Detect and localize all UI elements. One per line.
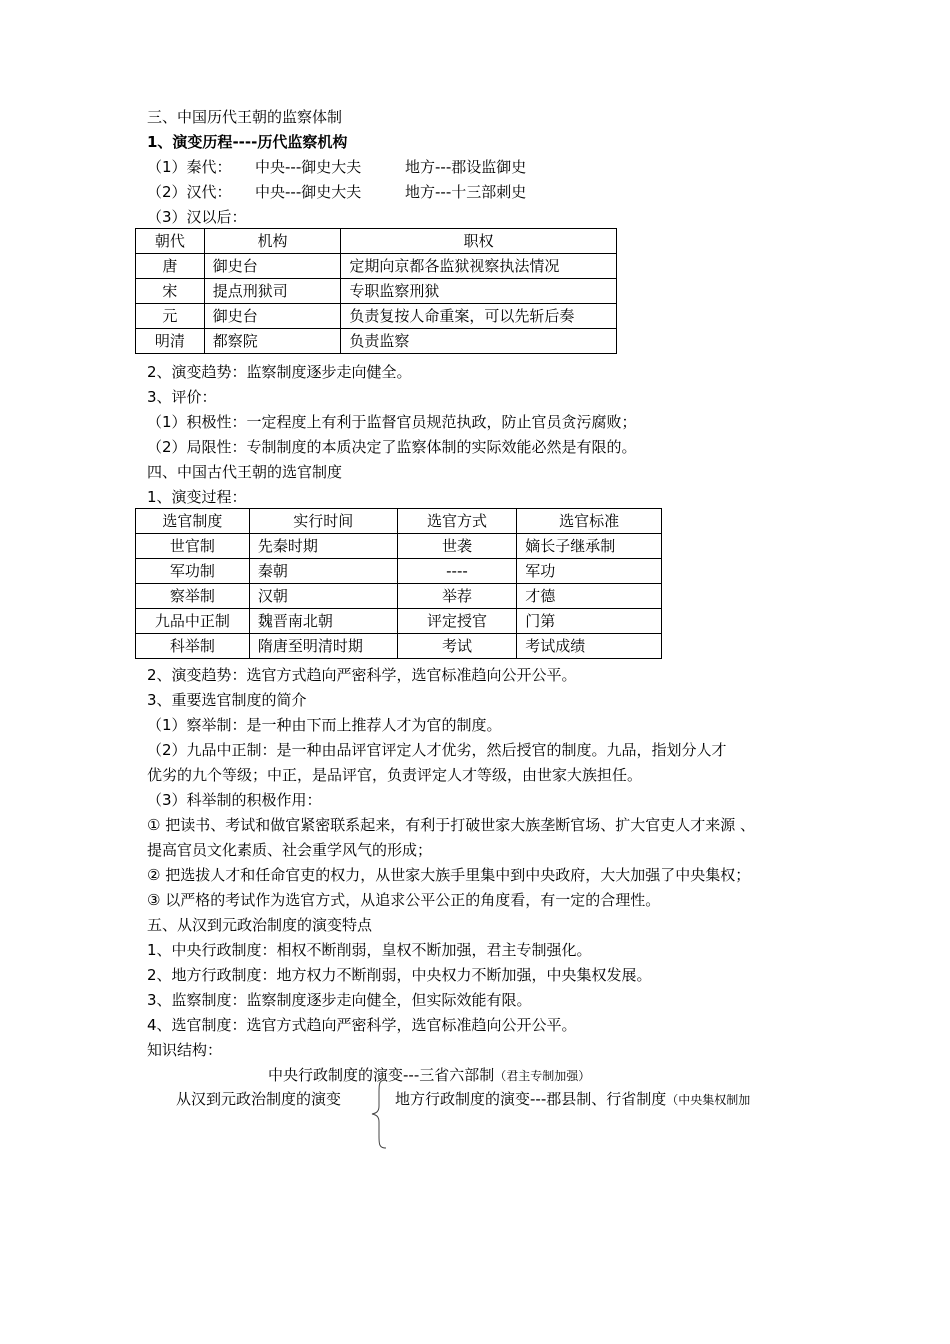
chaju-text: （1）察举制：是一种由下而上推荐人才为官的制度。 xyxy=(147,716,502,734)
evaluation-limit: （2）局限性：专制制度的本质决定了监察体制的实际效能必然是有限的。 xyxy=(147,438,637,456)
table-row xyxy=(136,534,662,559)
qin-central: 中央---御史大夫 xyxy=(255,158,362,176)
keju-point-3: ③ 以严格的考试作为选官方式，从追求公平公正的角度看，有一定的合理性。 xyxy=(147,891,661,909)
table-cell: 军功 xyxy=(517,559,662,584)
table-cell: 世官制 xyxy=(136,534,250,559)
table-cell: 察举制 xyxy=(136,584,250,609)
structure-branch-local xyxy=(395,1090,750,1109)
table-cell: 负责复按人命重案，可以先斩后奏 xyxy=(341,304,617,329)
feature-supervision: 3、监察制度：监察制度逐步走向健全，但实际效能有限。 xyxy=(147,991,532,1009)
evaluation-positive: （1）积极性：一定程度上有利于监督官员规范执政，防止官员贪污腐败； xyxy=(147,413,637,431)
table-header-cell: 选官制度 xyxy=(136,509,250,534)
table-row xyxy=(136,559,662,584)
table-cell: 考试成绩 xyxy=(517,634,662,659)
structure-branch-central-note: （君主专制加强） xyxy=(494,1069,591,1083)
table-header-cell: 机构 xyxy=(204,229,341,254)
after-han-label: （3）汉以后： xyxy=(147,208,247,226)
official-selection-table xyxy=(135,508,662,659)
table-cell: 军功制 xyxy=(136,559,250,584)
table-cell: 都察院 xyxy=(204,329,341,354)
han-central: 中央---御史大夫 xyxy=(255,183,362,201)
table-cell: 提点刑狱司 xyxy=(204,279,341,304)
table-header-cell: 朝代 xyxy=(136,229,205,254)
section-5-title: 五、从汉到元政治制度的演变特点 xyxy=(147,916,373,934)
supervision-table xyxy=(135,228,617,354)
table-cell: 御史台 xyxy=(204,304,341,329)
supervision-trend: 2、演变趋势：监察制度逐步走向健全。 xyxy=(147,363,412,381)
keju-point-2: ② 把选拔人才和任命官吏的权力，从世家大族手里集中到中央政府，大大加强了中央集权； xyxy=(147,866,751,884)
selection-trend: 2、演变趋势：选官方式趋向严密科学，选官标准趋向公开公平。 xyxy=(147,666,577,684)
table-cell: 宋 xyxy=(136,279,205,304)
table-cell: 负责监察 xyxy=(341,329,617,354)
table-cell: 考试 xyxy=(397,634,517,659)
feature-selection: 4、选官制度：选官方式趋向严密科学，选官标准趋向公开公平。 xyxy=(147,1016,577,1034)
jiupin-text-line2: 优劣的九个等级；中正，是品评官，负责评定人才等级，由世家大族担任。 xyxy=(147,766,643,784)
table-row xyxy=(136,609,662,634)
table-cell: 隋唐至明清时期 xyxy=(249,634,397,659)
han-local: 地方---十三部刺史 xyxy=(405,183,527,201)
section-3-title: 三、中国历代王朝的监察体制 xyxy=(147,108,343,126)
table-header-row xyxy=(136,229,617,254)
table-cell: 秦朝 xyxy=(249,559,397,584)
table-cell: 门第 xyxy=(517,609,662,634)
structure-branch-central xyxy=(268,1066,590,1085)
table-cell: 世袭 xyxy=(397,534,517,559)
table-header-cell: 实行时间 xyxy=(249,509,397,534)
table-cell: 先秦时期 xyxy=(249,534,397,559)
table-cell: 明清 xyxy=(136,329,205,354)
structure-branch-central-text: 中央行政制度的演变---三省六部制 xyxy=(268,1066,495,1084)
jiupin-text-line1: （2）九品中正制：是一种由品评官评定人才优劣，然后授官的制度。九品，指划分人才 xyxy=(147,741,727,759)
table-row xyxy=(136,254,617,279)
selection-intro-title: 3、重要选官制度的简介 xyxy=(147,691,307,709)
table-cell: 魏晋南北朝 xyxy=(249,609,397,634)
structure-branch-local-text: 地方行政制度的演变---郡县制、行省制度 xyxy=(395,1090,667,1108)
table-cell: 汉朝 xyxy=(249,584,397,609)
table-row xyxy=(136,634,662,659)
evaluation-title: 3、评价： xyxy=(147,388,217,406)
table-cell: 御史台 xyxy=(204,254,341,279)
table-cell: 评定授官 xyxy=(397,609,517,634)
table-row xyxy=(136,304,617,329)
keju-title: （3）科举制的积极作用： xyxy=(147,791,322,809)
table-cell: 元 xyxy=(136,304,205,329)
qin-label: （1）秦代： xyxy=(147,158,232,176)
feature-central: 1、中央行政制度：相权不断削弱，皇权不断加强，君主专制强化。 xyxy=(147,941,592,959)
selection-process-title: 1、演变过程： xyxy=(147,488,247,506)
table-header-cell: 选官方式 xyxy=(397,509,517,534)
table-cell: 举荐 xyxy=(397,584,517,609)
section-4-title: 四、中国古代王朝的选官制度 xyxy=(147,463,343,481)
table-cell: ---- xyxy=(397,559,517,584)
table-row xyxy=(136,329,617,354)
table-row xyxy=(136,279,617,304)
table-cell: 九品中正制 xyxy=(136,609,250,634)
table-cell: 嫡长子继承制 xyxy=(517,534,662,559)
table-cell: 科举制 xyxy=(136,634,250,659)
table-row xyxy=(136,584,662,609)
table-cell: 定期向京都各监狱视察执法情况 xyxy=(341,254,617,279)
table-header-cell: 职权 xyxy=(341,229,617,254)
table-header-row xyxy=(136,509,662,534)
keju-point-1-line2: 提高官员文化素质、社会重学风气的形成； xyxy=(147,841,433,859)
structure-root: 从汉到元政治制度的演变 xyxy=(176,1090,342,1108)
table-cell: 才德 xyxy=(517,584,662,609)
knowledge-structure-title: 知识结构： xyxy=(147,1041,223,1059)
qin-local: 地方---郡设监御史 xyxy=(405,158,527,176)
feature-local: 2、地方行政制度：地方权力不断削弱，中央权力不断加强，中央集权发展。 xyxy=(147,966,652,984)
han-label: （2）汉代： xyxy=(147,183,232,201)
structure-brace-icon xyxy=(370,1078,392,1150)
table-cell: 唐 xyxy=(136,254,205,279)
structure-branch-local-note: （中央集权制加 xyxy=(666,1093,751,1107)
evolution-process-title: 1、演变历程----历代监察机构 xyxy=(147,133,348,151)
keju-point-1-line1: ① 把读书、考试和做官紧密联系起来，有利于打破世家大族垄断官场、扩大官吏人才来源 、 xyxy=(147,816,755,834)
table-header-cell: 选官标准 xyxy=(517,509,662,534)
table-cell: 专职监察刑狱 xyxy=(341,279,617,304)
